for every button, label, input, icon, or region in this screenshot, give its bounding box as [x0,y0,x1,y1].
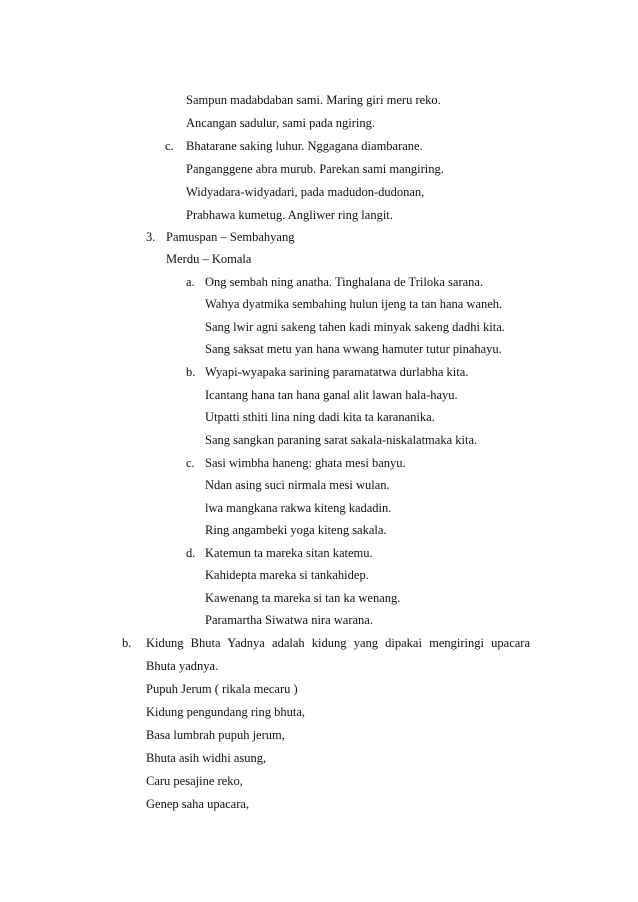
verse-line: Ring angambeki yoga kiteng sakala. [205,523,387,537]
verse-line: Katemun ta mareka sitan katemu. [205,546,373,560]
verse-line: Sang saksat metu yan hana wwang hamuter tutur pinahayu. [205,342,502,356]
verse-line: Sasi wimbha haneng: ghata mesi banyu. [205,456,406,470]
verse-line: Ong sembah ning anatha. Tinghalana de Triloka sarana. [205,275,484,289]
verse-line: Paramartha Siwatwa nira warana. [205,613,373,627]
list-marker: d. [186,546,196,560]
verse-line: Widyadara-widyadari, pada madudon-dudonan, [186,185,425,199]
verse-line: Kahidepta mareka si tankahidep. [205,568,369,582]
subheading: Merdu – Komala [166,252,252,266]
verse-line: Kawenang ta mareka si tan ka wenang. [205,591,401,605]
list-marker: b. [122,636,132,650]
verse-line: Prabhawa kumetug. Angliwer ring langit. [186,208,393,222]
list-marker: 3. [146,230,156,244]
list-marker: b. [186,365,196,379]
verse-line: Bhuta asih widhi asung, [146,751,267,765]
verse-line: Caru pesajine reko, [146,774,243,788]
verse-line: Icantang hana tan hana ganal alit lawan hala-hayu. [205,388,458,402]
verse-line: Sang lwir agni sakeng tahen kadi minyak sakeng dadhi kita. [205,320,505,334]
paragraph-line: Bhuta yadnya. [146,659,219,673]
verse-line: Sang sangkan paraning sarat sakala-niskalatmaka kita. [205,433,478,447]
subheading: Pupuh Jerum ( rikala mecaru ) [146,682,298,696]
list-marker: c. [165,139,174,153]
list-marker: c. [186,456,195,470]
section-heading: Pamuspan – Sembahyang [166,230,295,244]
verse-line: lwa mangkana rakwa kiteng kadadin. [205,501,392,515]
paragraph-line: Kidung Bhuta Yadnya adalah kidung yang dipakai mengiringi upacara [146,636,530,650]
verse-line: Ndan asing suci nirmala mesi wulan. [205,478,390,492]
list-marker: a. [186,275,195,289]
verse-line: Basa lumbrah pupuh jerum, [146,728,285,742]
verse-line: Bhatarane saking luhur. Nggagana diambarane. [186,139,423,153]
verse-line: Kidung pengundang ring bhuta, [146,705,306,719]
verse-line: Sampun madabdaban sami. Maring giri meru reko. [186,93,441,107]
verse-line: Wahya dyatmika sembahing hulun ijeng ta tan hana waneh. [205,297,503,311]
verse-line: Panganggene abra murub. Parekan sami mangiring. [186,162,444,176]
verse-line: Genep saha upacara, [146,797,250,811]
verse-line: Ancangan sadulur, sami pada ngiring. [186,116,376,130]
verse-line: Utpatti sthiti lina ning dadi kita ta karananika. [205,410,435,424]
verse-line: Wyapi-wyapaka sarining paramatatwa durlabha kita. [205,365,469,379]
